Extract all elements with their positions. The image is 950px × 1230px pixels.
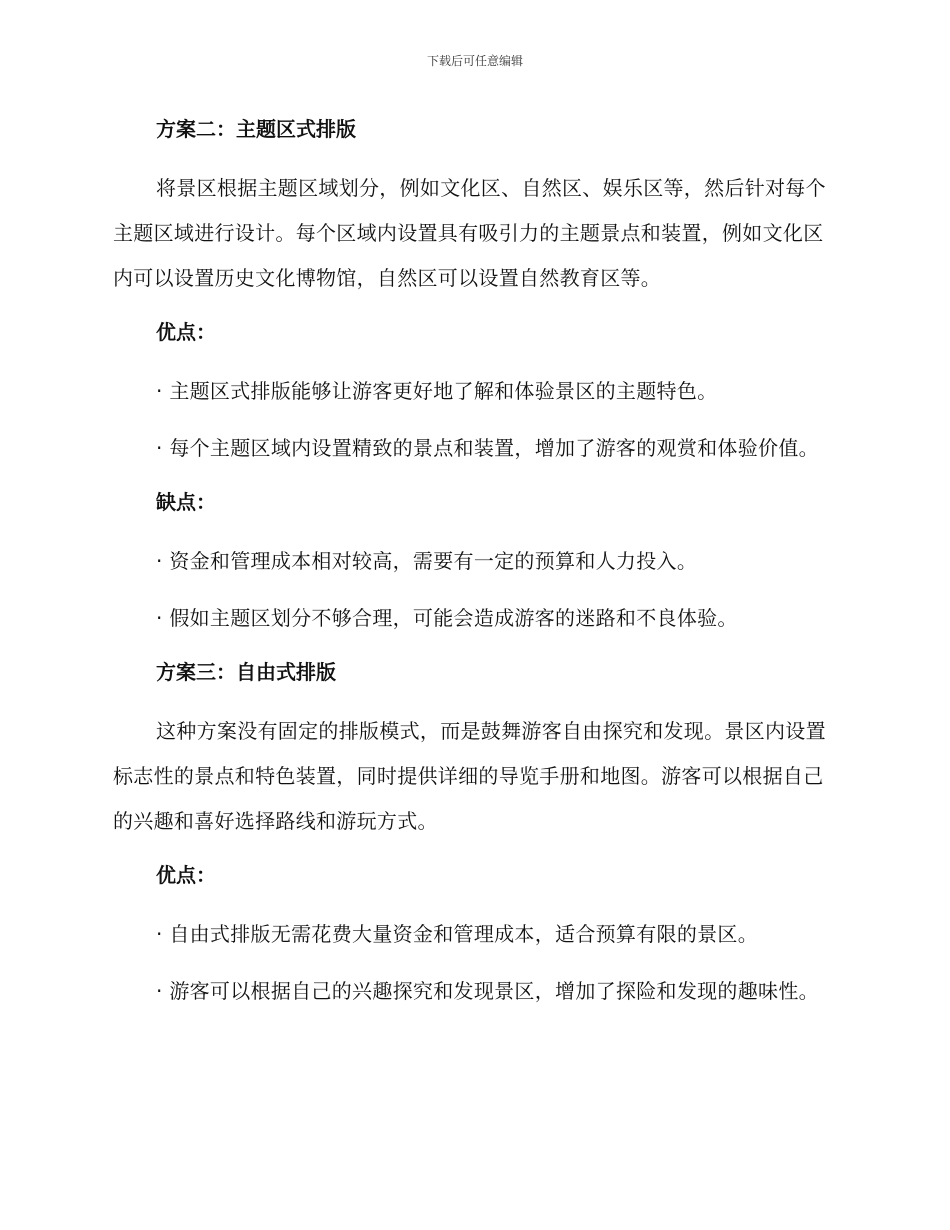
document-body (113, 110, 833, 1026)
disadvantages-heading: 缺点： (156, 490, 216, 514)
advantages-heading: 优点： (156, 320, 216, 344)
bullet-item: · 每个主题区域内设置精致的景点和装置，增加了游客的观赏和体验价值。 (156, 436, 819, 460)
bullet-item: · 游客可以根据自己的兴趣探究和发现景区，增加了探险和发现的趣味性。 (156, 979, 819, 1003)
advantages-heading: 优点： (156, 863, 216, 887)
paragraph: 将景区根据主题区域划分，例如文化区、自然区、娱乐区等，然后针对每个主题区域进行设计。每个区域内设置具有吸引力的主题景点和装置，例如文化区内可以设置历史文化博物馆，自然区可以设置自然教育区等。 (113, 176, 826, 290)
paragraph: 这种方案没有固定的排版模式，而是鼓舞游客自由探究和发现。景区内设置标志性的景点和特色装置，同时提供详细的导览手册和地图。游客可以根据自己的兴趣和喜好选择路线和游玩方式。 (113, 719, 826, 833)
bullet-item: · 主题区式排版能够让游客更好地了解和体验景区的主题特色。 (156, 379, 718, 403)
section-heading: 方案三：自由式排版 (156, 660, 336, 684)
bullet-item: · 资金和管理成本相对较高，需要有一定的预算和人力投入。 (156, 549, 698, 573)
bullet-item: · 假如主题区划分不够合理，可能会造成游客的迷路和不良体验。 (156, 606, 738, 630)
section-heading: 方案二：主题区式排版 (156, 117, 356, 141)
page-header: 下载后可任意编辑 (426, 54, 523, 68)
bullet-item: · 自由式排版无需花费大量资金和管理成本，适合预算有限的景区。 (156, 922, 759, 946)
